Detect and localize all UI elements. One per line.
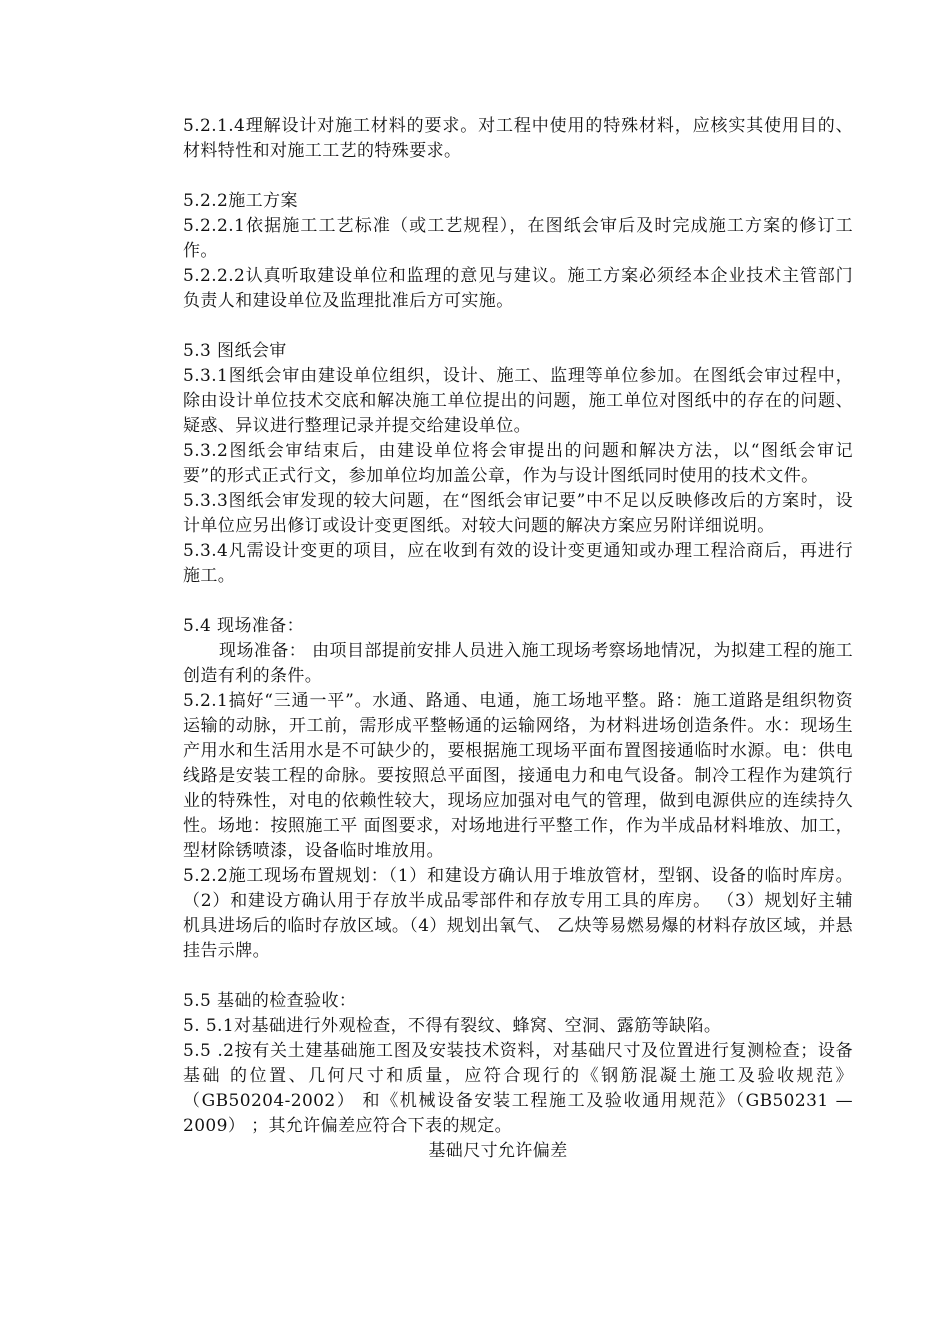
table-caption: 基础尺寸允许偏差	[428, 1141, 568, 1161]
para-5-2-2: 5.2.2施工现场布置规划：（1）和建设方确认用于堆放管材，型钢、设备的临时库房。（2）和建设方确认用于存放半成品零部件和存放专用工具的库房。 （3）规划好主辅机具进场后的临时存放区域。（4）规划出氧气、 乙炔等易燃易爆的材料存放区域，并悬挂告示牌。	[183, 866, 853, 961]
para-5-5-1: 5. 5.1对基础进行外观检查，不得有裂纹、蜂窝、空洞、露筋等缺陷。	[183, 1016, 722, 1036]
paragraph-spacer	[183, 589, 853, 614]
para-5-2-2-2: 5.2.2.2认真听取建设单位和监理的意见与建议。施工方案必须经本企业技术主管部门负责人和建设单位及监理批准后方可实施。	[183, 266, 853, 311]
heading-5-5: 5.5 基础的检查验收：	[183, 991, 357, 1011]
para-5-4-intro: 现场准备： 由项目部提前安排人员进入施工现场考察场地情况，为拟建工程的施工创造有利的条件。	[183, 641, 853, 686]
paragraph-spacer	[183, 164, 853, 189]
paragraph-spacer	[183, 314, 853, 339]
heading-5-3: 5.3 图纸会审	[183, 341, 287, 361]
para-5-3-4: 5.3.4凡需设计变更的项目，应在收到有效的设计变更通知或办理工程洽商后，再进行施工。	[183, 541, 853, 586]
para-5-3-2: 5.3.2图纸会审结束后，由建设单位将会审提出的问题和解决方法，以“图纸会审记要”的形式正式行文，参加单位均加盖公章，作为与设计图纸同时使用的技术文件。	[183, 441, 853, 486]
heading-5-2-2: 5.2.2施工方案	[183, 191, 298, 211]
para-5-5-2: 5.5 .2按有关土建基础施工图及安装技术资料，对基础尺寸及位置进行复测检查；设备基础 的位置、几何尺寸和质量，应符合现行的《钢筋混凝土施工及验收规范》 （GB50204-2002） 和《机械设备安装工程施工及验收通用规范》（GB50231 —2009） ；其允许偏差应符合下表的规定。	[183, 1041, 853, 1136]
para-5-3-3: 5.3.3图纸会审发现的较大问题，在“图纸会审记要”中不足以反映修改后的方案时，设计单位应另出修订或设计变更图纸。对较大问题的解决方案应另附详细说明。	[183, 491, 853, 536]
document-page	[183, 114, 853, 1164]
paragraph-spacer	[183, 964, 853, 989]
para-5-2-2-1: 5.2.2.1依据施工工艺标准（或工艺规程），在图纸会审后及时完成施工方案的修订工作。	[183, 216, 853, 261]
para-5-2-1: 5.2.1搞好“三通一平”。水通、路通、电通，施工场地平整。路：施工道路是组织物资运输的动脉，开工前，需形成平整畅通的运输网络，为材料进场创造条件。水：现场生产用水和生活用水是不可缺少的，要根据施工现场平面布置图接通临时水源。电：供电线路是安装工程的命脉。要按照总平面图，接通电力和电气设备。制冷工程作为建筑行业的特殊性，对电的依赖性较大，现场应加强对电气的管理，做到电源供应的连续持久性。场地：按照施工平 面图要求，对场地进行平整工作，作为半成品材料堆放、加工，型材除锈喷漆，设备临时堆放用。	[183, 691, 853, 861]
para-5-2-1-4: 5.2.1.4理解设计对施工材料的要求。对工程中使用的特殊材料，应核实其使用目的、材料特性和对施工工艺的特殊要求。	[183, 116, 853, 161]
para-5-3-1: 5.3.1图纸会审由建设单位组织，设计、施工、监理等单位参加。在图纸会审过程中，除由设计单位技术交底和解决施工单位提出的问题，施工单位对图纸中的存在的问题、疑惑、异议进行整理记录并提交给建设单位。	[183, 366, 853, 436]
heading-5-4: 5.4 现场准备：	[183, 616, 305, 636]
